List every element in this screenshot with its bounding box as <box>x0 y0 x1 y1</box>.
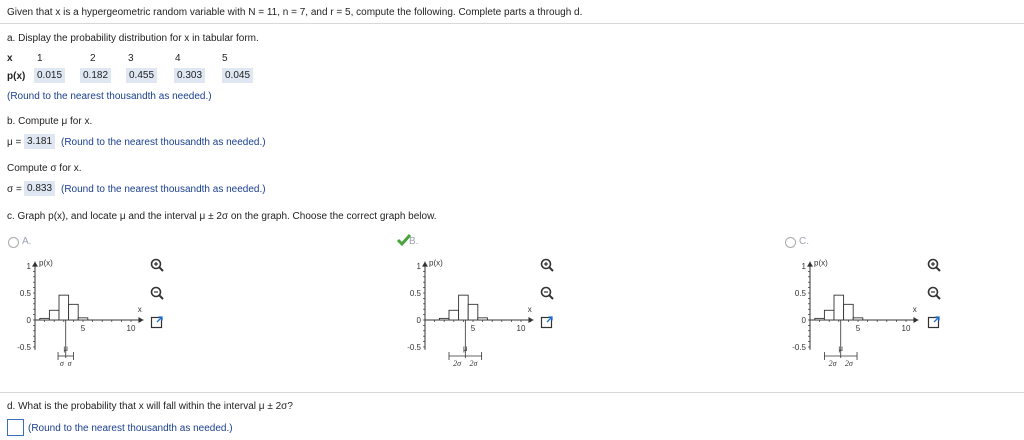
y-axis-label: p(x) <box>429 258 443 268</box>
part-c-label: c. Graph p(x), and locate μ and the interval μ ± 2σ on the graph. Choose the correct graph below. <box>7 211 437 222</box>
x-axis-label: x <box>912 305 917 314</box>
expand-icon[interactable] <box>927 315 941 329</box>
y-axis-label: p(x) <box>39 258 53 268</box>
sigma-note: (Round to the nearest thousandth as needed.) <box>61 184 266 195</box>
y-tick-label: 0.5 <box>409 289 421 298</box>
expand-icon[interactable] <box>540 315 554 329</box>
x-tick-label: 10 <box>901 324 911 333</box>
round-note-a: (Round to the nearest thousandth as needed.) <box>7 91 212 102</box>
mu-prefix: μ = <box>7 137 22 148</box>
zoom-out-icon[interactable] <box>150 286 164 300</box>
px-header: p(x) <box>7 71 26 82</box>
y-tick-label: -0.5 <box>407 343 421 352</box>
y-tick-label: 1 <box>801 262 806 271</box>
x-value-1: 1 <box>37 53 43 64</box>
sigma-prefix: σ = <box>7 184 22 195</box>
histogram-bar <box>439 318 449 320</box>
histogram-bar <box>815 318 825 320</box>
x-tick-label: 5 <box>855 324 861 333</box>
option-b-label[interactable]: B. <box>409 236 419 247</box>
part-a-label: a. Display the probability distribution for x in tabular form. <box>7 33 259 44</box>
histogram-bar <box>824 310 834 320</box>
x-axis-label: x <box>137 305 142 314</box>
y-tick-label: 0 <box>416 316 421 325</box>
zoom-out-icon[interactable] <box>540 286 554 300</box>
x-value-5: 5 <box>222 53 228 64</box>
interval-label-left: σ <box>59 359 64 368</box>
option-a-radio[interactable] <box>8 237 19 248</box>
part-d-note: (Round to the nearest thousandth as needed.) <box>28 423 233 434</box>
histogram-bar <box>468 304 478 320</box>
y-tick-label: 0.5 <box>794 289 806 298</box>
y-tick-label: 1 <box>26 262 31 271</box>
p-value-4[interactable]: 0.303 <box>174 68 205 83</box>
mu-note: (Round to the nearest thousandth as needed.) <box>61 137 266 148</box>
y-tick-label: -0.5 <box>792 343 806 352</box>
zoom-in-icon[interactable] <box>150 258 164 272</box>
histogram-bar <box>459 295 469 320</box>
interval-label-left: 2σ <box>828 359 837 368</box>
y-tick-label: 0 <box>801 316 806 325</box>
histogram-bar <box>853 318 863 320</box>
divider <box>0 392 1024 393</box>
y-axis-label: p(x) <box>814 258 828 268</box>
mu-label: μ <box>463 344 468 353</box>
x-tick-label: 10 <box>516 324 526 333</box>
x-axis-arrow <box>528 317 533 323</box>
y-tick-label: -0.5 <box>17 343 31 352</box>
x-axis-arrow <box>138 317 143 323</box>
histogram-bar <box>478 318 488 320</box>
expand-icon[interactable] <box>150 315 164 329</box>
histogram-bar <box>69 304 79 320</box>
part-d-label: d. What is the probability that x will fall within the interval μ ± 2σ? <box>7 401 293 412</box>
interval-label-right: 2σ <box>469 359 478 368</box>
p-value-5[interactable]: 0.045 <box>222 68 253 83</box>
histogram-bar <box>49 310 59 320</box>
option-a-label[interactable]: A. <box>22 236 32 247</box>
x-tick-label: 5 <box>80 324 86 333</box>
zoom-in-icon[interactable] <box>927 258 941 272</box>
x-axis-arrow <box>913 317 918 323</box>
interval-label-right: 2σ <box>844 359 853 368</box>
histogram-bar <box>449 310 459 320</box>
interval-label-left: 2σ <box>453 359 462 368</box>
part-b-label: b. Compute μ for x. <box>7 116 93 127</box>
x-value-4: 4 <box>175 53 181 64</box>
histogram-bar <box>834 295 844 320</box>
divider <box>0 23 1024 24</box>
x-value-2: 2 <box>90 53 96 64</box>
question-text: Given that x is a hypergeometric random variable with N = 11, n = 7, and r = 5, compute the following. Complete parts a through d. <box>7 7 583 18</box>
mu-label: μ <box>838 344 844 353</box>
probability-input[interactable] <box>7 419 24 436</box>
x-tick-label: 5 <box>470 324 476 333</box>
histogram-bar <box>59 295 69 320</box>
mu-label: μ <box>63 344 69 353</box>
zoom-in-icon[interactable] <box>540 258 554 272</box>
zoom-out-icon[interactable] <box>927 286 941 300</box>
x-header: x <box>7 53 13 64</box>
histogram-bar <box>78 318 88 320</box>
y-tick-label: 0.5 <box>19 289 31 298</box>
p-value-2[interactable]: 0.182 <box>80 68 111 83</box>
p-value-1[interactable]: 0.015 <box>34 68 65 83</box>
x-value-3: 3 <box>128 53 134 64</box>
option-c-label[interactable]: C. <box>799 236 809 247</box>
y-tick-label: 0 <box>26 316 31 325</box>
interval-label-right: σ <box>67 359 72 368</box>
option-c-radio[interactable] <box>785 237 796 248</box>
x-tick-label: 10 <box>126 324 136 333</box>
x-axis-label: x <box>527 305 532 314</box>
sigma-answer[interactable]: 0.833 <box>24 181 55 196</box>
histogram-bar <box>844 304 854 320</box>
p-value-3[interactable]: 0.455 <box>126 68 157 83</box>
y-tick-label: 1 <box>416 262 421 271</box>
histogram-bar <box>40 318 50 320</box>
sigma-label: Compute σ for x. <box>7 163 82 174</box>
mu-answer[interactable]: 3.181 <box>24 134 55 149</box>
